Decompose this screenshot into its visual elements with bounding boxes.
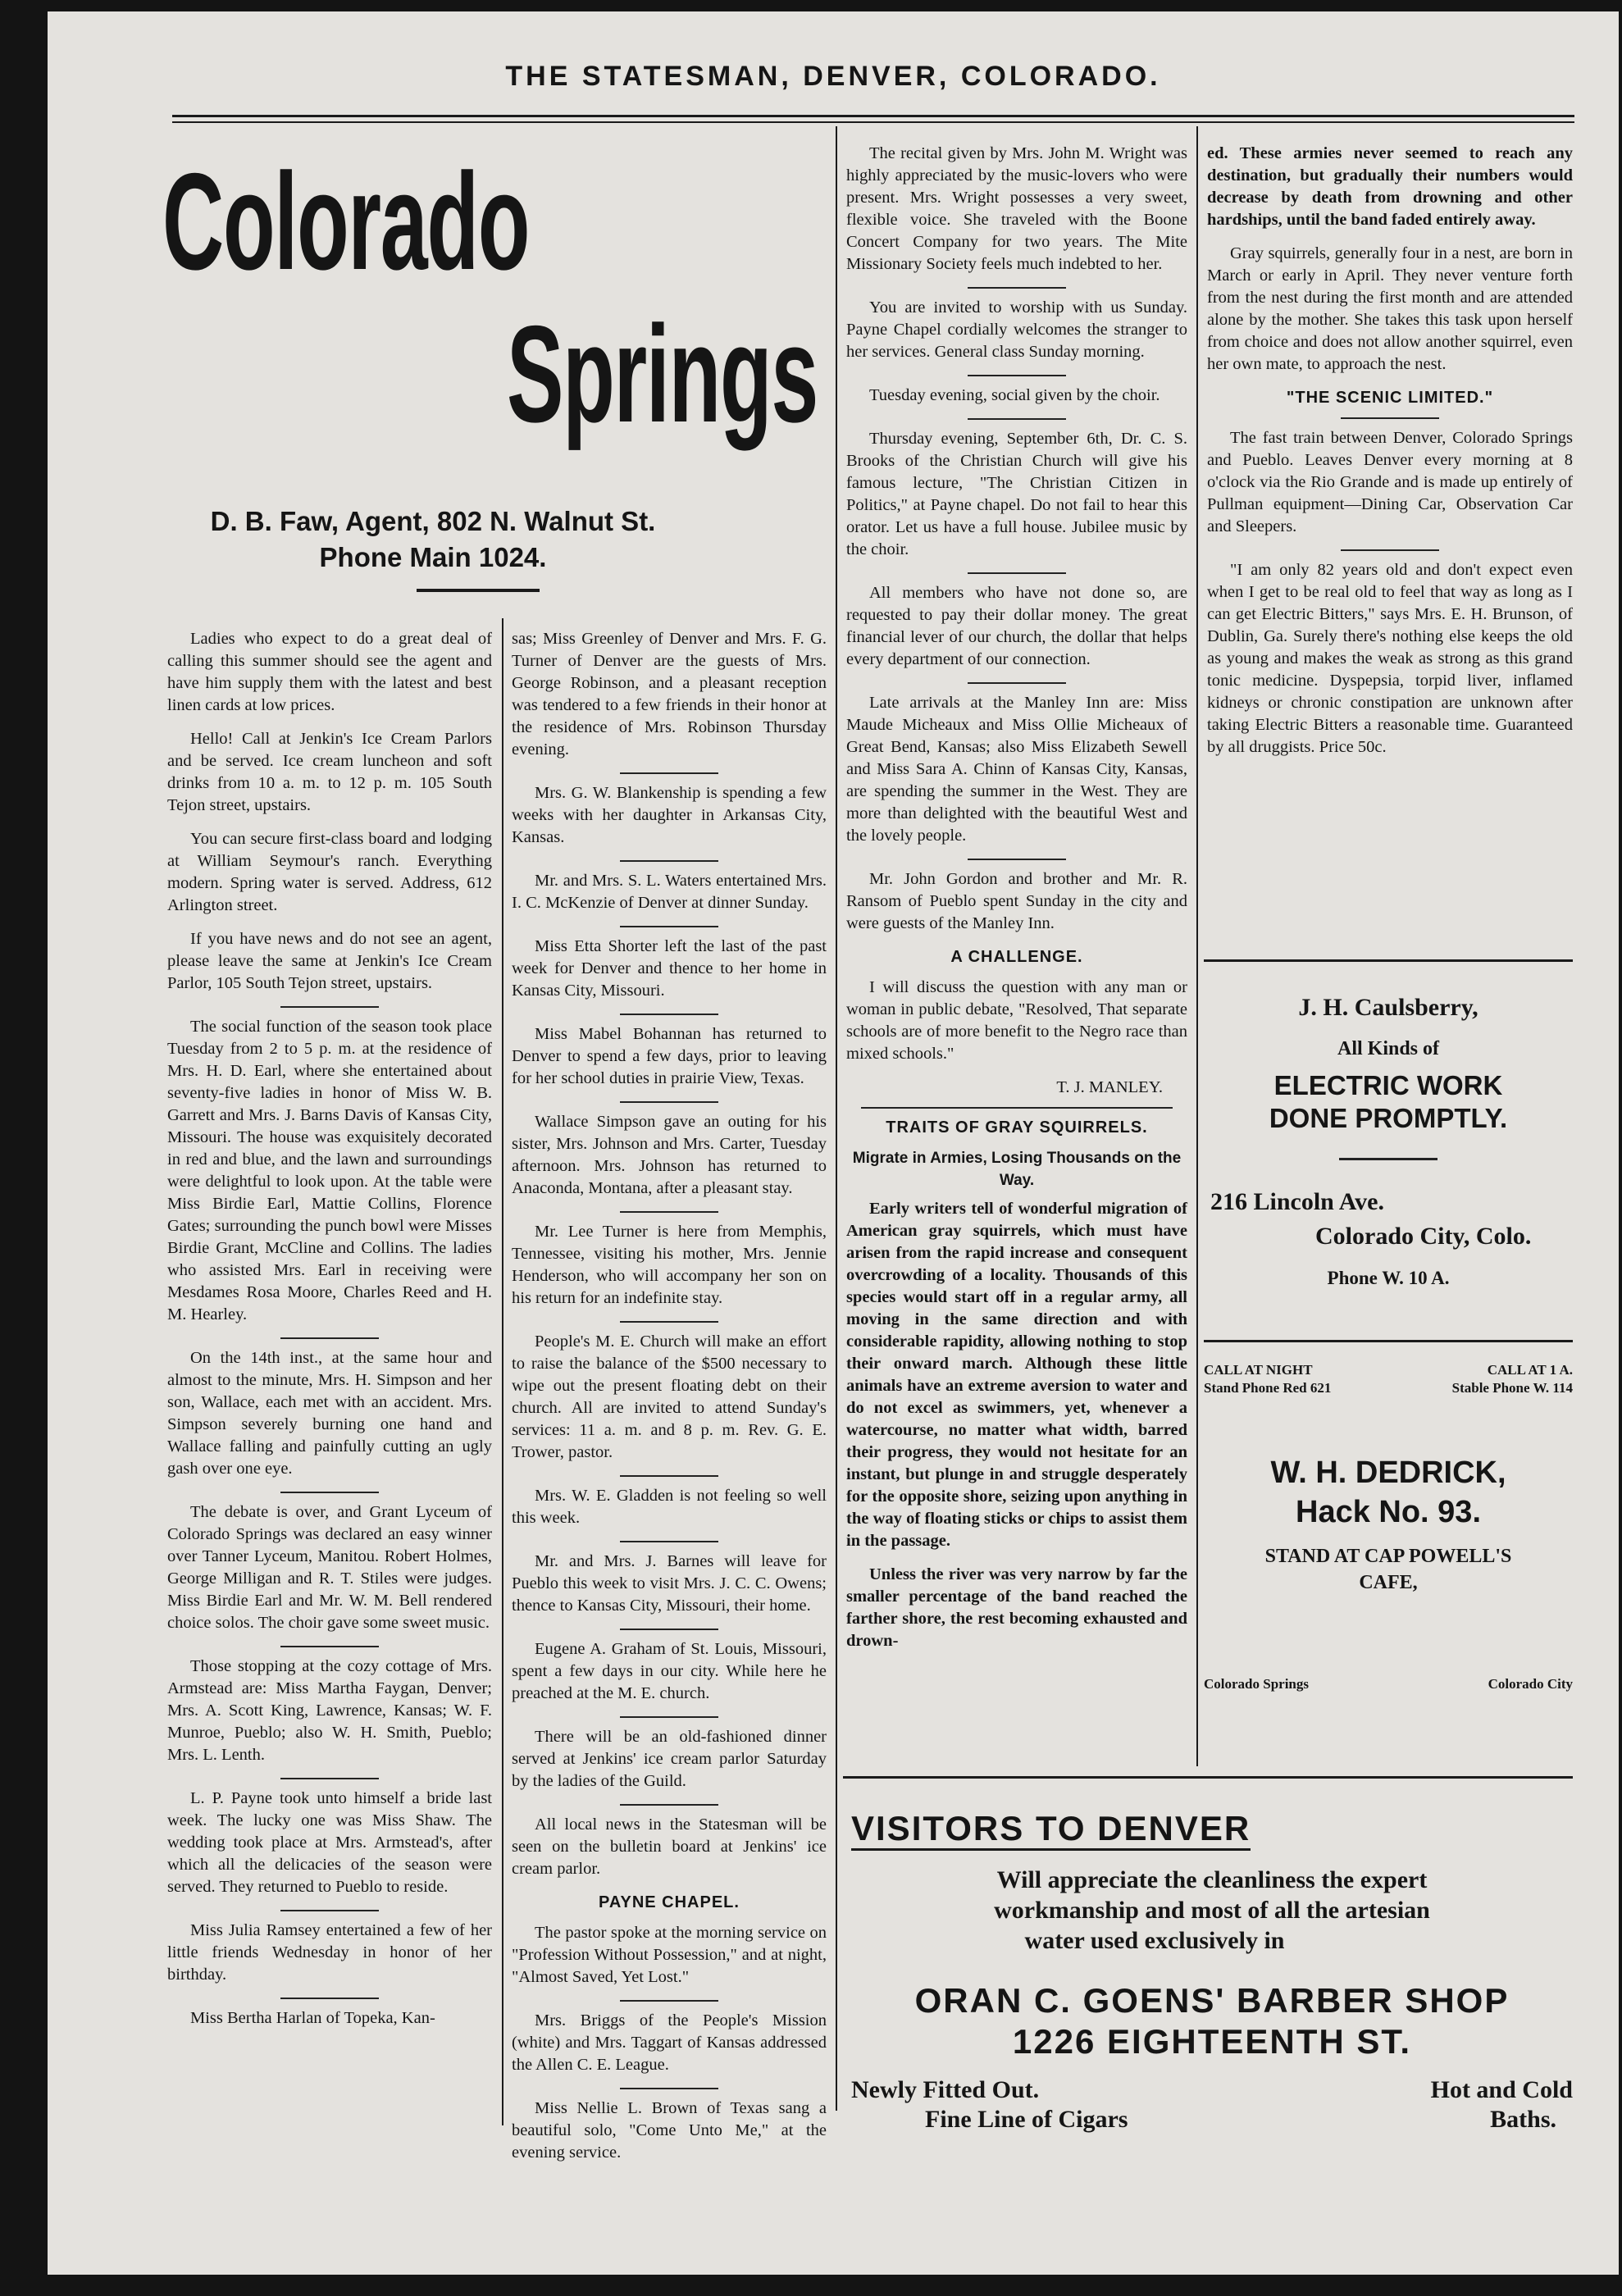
divider [620,772,718,774]
news-item: The social function of the season took place Tuesday from 2 to 5 p. m. at the residence of Mrs. H. D. Earl, where she entertained about seventy-five ladies in honor of Miss W. B. Garrett and Mrs. J. Barns Davis of Kansas City, Missouri. The house was exquisitely decorated in red and blue, and the lawn and surroundings were delightful to look upon. At the table were Miss Birdie Earl, Mattie Collins, Florence Gates; surrounding the punch bowl were Misses Birdie Grant, McCline and Collins. The ladies who assisted Mrs. Earl in receiving were Mesdames Rosa Moore, Charles Reed and H. M. Hearley. [167,1018,492,1323]
divider [620,860,718,862]
section-title-springs: Springs [507,297,818,451]
ad-rule [1204,1340,1573,1342]
news-item: On the 14th inst., at the same hour and almost to the minute, Mrs. H. Simpson and her son, Wallace, each met with an accident. Mrs. Simpson severely burning one hand and Wallace falling and painfully cutting an ugly gash over one eye. [167,1349,492,1478]
news-item: Mr. John Gordon and brother and Mr. R. Ransom of Pueblo spent Sunday in the city and were guests of the Manley Inn. [846,870,1187,932]
barber-shop-address: 1226 EIGHTEENTH ST. [1012,2022,1412,2061]
dedrick-footer-left: Colorado Springs [1204,1676,1309,1692]
divider [620,1101,718,1103]
challenge-heading: A CHALLENGE. [950,948,1083,966]
news-item: Ladies who expect to do a great deal of calling this summer should see the agent and have him supply them with the latest and best linen cards at low prices. [167,630,492,714]
divider [1339,1158,1437,1160]
news-item: All members who have not done so, are requested to pay their dollar money. The great financial lever of our church, the dollar that helps every department of our connection. [846,584,1187,668]
dedrick-footer-right: Colorado City [1488,1676,1573,1692]
news-item: Mrs. W. E. Gladden is not feeling so well this week. [512,1487,827,1527]
divider [280,1646,379,1647]
visitors-ad-top-rule [843,1776,1573,1779]
news-item: If you have news and do not see an agent, please leave the same at Jenkin's Ice Cream Parlor, 105 South Tejon street, upstairs. [167,930,492,992]
news-item: You can secure first-class board and lodging at William Seymour's ranch. Everything modern. Spring water is served. Address, 612 Arlington street. [167,830,492,914]
agent-line: D. B. Faw, Agent, 802 N. Walnut St. [210,506,656,536]
squirrels-subheading: Migrate in Armies, Losing Thousands on the Way. [852,1150,1182,1189]
divider [620,1541,718,1542]
divider [968,572,1066,574]
visitors-line-2: workmanship and most of all the artesian [994,1897,1430,1924]
squirrels-nesting: Gray squirrels, generally four in a nest, are born in March or early in April. They never venture forth from the nest during the first month and are attended alone by the mother. She takes this task upon herself from choice and does not allow another squirrel, even her own mate, to approach the nest. [1207,244,1573,373]
divider [280,1337,379,1339]
agent-info [154,503,712,576]
news-item: Miss Mabel Bohannan has returned to Denver to spend a few days, prior to leaving for her school duties in prairie View, Texas. [512,1025,827,1087]
squirrels-text-continued: Unless the river was very narrow by far the smaller percentage of the band reached the farther shore, the rest becoming exhausted and drown- [846,1565,1187,1650]
divider [620,1804,718,1806]
divider [620,2000,718,2002]
divider [280,1778,379,1779]
dedrick-hack: Hack No. 93. [1296,1495,1481,1529]
section-title-colorado: Colorado [162,144,530,298]
barber-hot-cold: Hot and Cold [1430,2076,1573,2103]
caulsberry-name: J. H. Caulsberry, [1298,994,1478,1021]
divider [620,1475,718,1477]
news-item: Miss Nellie L. Brown of Texas sang a beautiful solo, "Come Unto Me," at the evening service. [512,2099,827,2162]
dedrick-night-left: CALL AT NIGHT [1204,1362,1313,1378]
agent-divider [417,589,540,592]
column-rule-1 [502,618,503,2125]
news-item: People's M. E. Church will make an effort to raise the balance of the $500 necessary to wipe out the present floating debt on their church. All are invited to attend Sunday's services: 11 a. m. and 8 p. m. Rev. G. E. Trower, pastor. [512,1332,827,1461]
divider [968,418,1066,420]
news-item: Hello! Call at Jenkin's Ice Cream Parlors and be served. Ice cream luncheon and soft drinks from 10 a. m. to 12 p. m. 105 South Tejon street, upstairs. [167,730,492,814]
divider [280,1998,379,1999]
dedrick-stand: STAND AT CAP POWELL'S [1264,1546,1512,1567]
masthead: THE STATESMAN, DENVER, COLORADO. [505,61,1161,92]
electric-bitters-ad: "I am only 82 years old and don't expect even when I get to be real old to feel that way as long as I can get Electric Bitters," says Mrs. E. H. Brunson, of Dublin, Ga. Surely there's nothing else keeps the old as young and makes the weak as strong as this grand tonic medicine. Dyspepsia, torpid liver, inflamed kidneys or chronic constipation are unknown after taking Electric Bitters a reasonable time. Guaranteed by all druggists. Price 50c. [1207,561,1573,756]
barber-shop-name: ORAN C. GOENS' BARBER SHOP [914,1981,1510,2020]
news-item: Miss Julia Ramsey entertained a few of her little friends Wednesday in honor of her birthday. [167,1921,492,1984]
divider [280,1910,379,1911]
divider [968,859,1066,860]
divider [620,926,718,927]
news-item: You are invited to worship with us Sunday. Payne Chapel cordially welcomes the stranger to her services. General class Sunday morning. [846,298,1187,361]
news-item: Mrs. Briggs of the People's Mission (white) and Mrs. Taggart of Kansas addressed the Allen C. E. League. [512,2011,827,2074]
ad-rule [1204,959,1573,962]
news-item: There will be an old-fashioned dinner served at Jenkins' ice cream parlor Saturday by the ladies of the Guild. [512,1728,827,1790]
news-item: Tuesday evening, social given by the choir. [869,386,1160,404]
news-item: L. P. Payne took unto himself a bride last week. The lucky one was Miss Shaw. The wedding took place at Mrs. Armstead's, after which all the delicacies of the season were served. They returned to Pueblo to reside. [167,1789,492,1896]
news-item: Mrs. G. W. Blankenship is spending a few weeks with her daughter in Arkansas City, Kansas. [512,784,827,846]
divider [280,1006,379,1008]
visitors-heading: VISITORS TO DENVER [851,1809,1251,1851]
squirrels-continued: ed. These armies never seemed to reach any destination, but gradually their numbers would decrease by death from drowning and other hardships, until the band faded entirely away. [1207,144,1573,229]
barber-cigars: Fine Line of Cigars [925,2106,1128,2133]
divider [280,1492,379,1493]
barber-newly-fitted: Newly Fitted Out. [851,2076,1040,2103]
divider [861,1107,1173,1109]
dedrick-phone-right: Stable Phone W. 114 [1451,1380,1573,1396]
divider [620,1716,718,1718]
visitors-ad [851,1865,1573,2134]
news-item: All local news in the Statesman will be seen on the bulletin board at Jenkins' ice cream parlor. [512,1815,827,1878]
news-item: Mr. and Mrs. J. Barnes will leave for Pueblo this week to visit Mrs. J. C. C. Owens; thence to Kansas City, Missouri, their home. [512,1552,827,1615]
column-4 [1207,143,1573,770]
dedrick-night-right: CALL AT 1 A. [1487,1362,1573,1378]
news-item: Thursday evening, September 6th, Dr. C. S. Brooks of the Christian Church will give his famous lecture, "The Christian Citizen in Politics," at Payne chapel. Do not fail to hear this orator. Let us have a full house. Jubilee music by the choir. [846,430,1187,558]
divider [620,2088,718,2089]
visitors-line-3: water used exclusively in [1024,1927,1285,1954]
column-rule-2 [836,126,837,2111]
news-item: Mr. and Mrs. S. L. Waters entertained Mrs. I. C. McKenzie of Denver at dinner Sunday. [512,872,827,912]
news-item: Mr. Lee Turner is here from Memphis, Tennessee, visiting his mother, Mrs. Jennie Henderson, who will accompany her son on his return for an indefinite stay. [512,1223,827,1307]
dedrick-phone-left: Stand Phone Red 621 [1204,1380,1332,1396]
caulsberry-kinds: All Kinds of [1337,1038,1440,1059]
caulsberry-address: 216 Lincoln Ave. [1210,1188,1384,1215]
divider [620,1014,718,1015]
dedrick-name: W. H. DEDRICK, [1270,1456,1506,1490]
news-item: Eugene A. Graham of St. Louis, Missouri, spent a few days in our city. While here he preached at the M. E. church. [512,1640,827,1702]
news-item: Late arrivals at the Manley Inn are: Miss Maude Micheaux and Miss Ollie Micheaux of Great Bend, Kansas; also Miss Elizabeth Sewell and Miss Sara A. Chinn of Kansas City, Kansas, are spending the summer in the West. They are more than delighted with the beautiful West and the lovely people. [846,694,1187,845]
divider [1341,417,1439,419]
caulsberry-phone: Phone W. 10 A. [1327,1268,1450,1288]
payne-chapel-heading: PAYNE CHAPEL. [599,1893,740,1911]
caulsberry-service-2: DONE PROMPTLY. [1269,1103,1508,1133]
column-3 [846,143,1187,1664]
caulsberry-ad [1204,987,1573,1303]
challenge-signature: T. J. MANLEY. [1056,1078,1163,1096]
news-item: Wallace Simpson gave an outing for his sister, Mrs. Johnson and Mrs. Carter, Tuesday afternoon. Mrs. Johnson has returned to Anaconda, Montana, after a pleasant stay. [512,1113,827,1197]
challenge-text: I will discuss the question with any man or woman in public debate, "Resolved, That separate schools are of more benefit to the Negro race than mixed schools." [846,978,1187,1063]
news-item: Miss Etta Shorter left the last of the past week for Denver and thence to her home in Kansas City, Missouri. [512,937,827,1000]
news-item: Those stopping at the cozy cottage of Mrs. Armstead are: Miss Martha Faygan, Denver; Mrs. A. Scott King, Lawrence, Kansas; W. F. Munroe, Pueblo; also W. H. Smith, Pueblo; Mrs. L. Lenth. [167,1657,492,1764]
dedrick-cafe: CAFE, [1359,1572,1418,1593]
divider [1341,549,1439,551]
news-item: The pastor spoke at the morning service on "Profession Without Possession," and at night, "Almost Saved, Yet Lost." [512,1924,827,1986]
scenic-limited-heading: "THE SCENIC LIMITED." [1286,389,1494,407]
news-item: sas; Miss Greenley of Denver and Mrs. F. G. Turner of Denver are the guests of Mrs. George Robinson, and a pleasant reception was tendered to a few friends in their honor at the residence of Mrs. Robinson Thursday evening. [512,630,827,758]
masthead-rule-top [172,115,1574,117]
news-item: Miss Bertha Harlan of Topeka, Kan- [190,2009,435,2027]
column-2 [512,628,827,2175]
divider [968,682,1066,684]
divider [620,1321,718,1323]
newspaper-page [48,11,1619,2275]
caulsberry-service-1: ELECTRIC WORK [1273,1070,1503,1100]
barber-baths: Baths. [1490,2106,1556,2133]
squirrels-heading: TRAITS OF GRAY SQUIRRELS. [886,1118,1148,1137]
caulsberry-city: Colorado City, Colo. [1315,1223,1532,1250]
column-rule-3 [1196,126,1198,1766]
squirrels-text: Early writers tell of wonderful migration of American gray squirrels, which must have arisen from the rapid increase and consequent overcrowding of a locality. Thousands of this species would start off in a regular army, all moving in the same direction and with considerable rapidity, allowing nothing to stop their onward march. Although these little animals have an extreme aversion to water and do not excel as swimmers, yet, whenever a watercourse, no matter what width, barred their progress, they would not hesitate for an instant, but plunge in and struggle desperately for the opposite shore, seizing upon anything in the way of floating sticks or chips to assist them in the passage. [846,1200,1187,1550]
divider [968,287,1066,289]
agent-phone: Phone Main 1024. [319,542,547,572]
column-1 [167,628,492,2041]
scenic-limited-text: The fast train between Denver, Colorado Springs and Pueblo. Leaves Denver every morning at 8 o'clock via the Rio Grande and is made up entirely of Pullman equipment—Dining Car, Observation Car and Sleepers. [1207,429,1573,535]
masthead-rule-bottom [172,121,1574,123]
visitors-line-1: Will appreciate the cleanliness the expert [996,1866,1428,1893]
news-item: The recital given by Mrs. John M. Wright was highly appreciated by the music-lovers who were present. Mrs. Wright possesses a very sweet, flexible voice. She traveled with the Boone Concert Company for two years. The Mite Missionary Society feels much indebted to her. [846,144,1187,273]
divider [968,375,1066,376]
divider [620,1211,718,1213]
news-item: The debate is over, and Grant Lyceum of Colorado Springs was declared an easy winner over Tanner Lyceum, Manitou. Robert Holmes, George Milligan and R. T. Stiles were judges. Miss Birdie Earl and Mr. W. M. Bell rendered choice solos. The choir gave some sweet music. [167,1503,492,1632]
dedrick-ad [1204,1361,1573,1692]
divider [620,1629,718,1630]
